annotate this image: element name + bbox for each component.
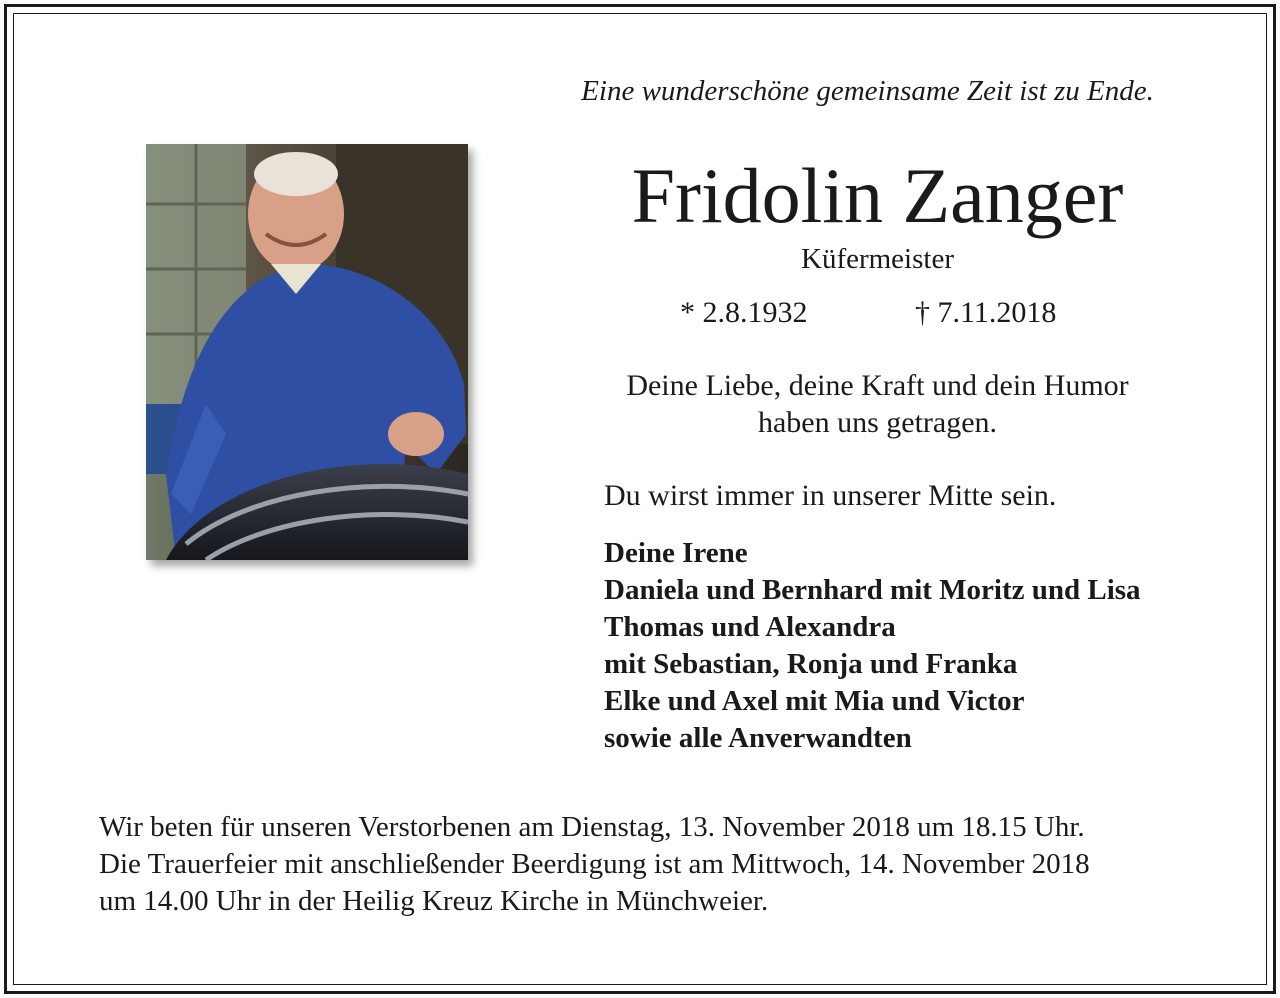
- quote-line: Deine Liebe, deine Kraft und dein Humor: [626, 369, 1129, 402]
- mourners-list: [604, 535, 1141, 757]
- mourner-line: Deine Irene: [604, 537, 748, 569]
- portrait-photo: [146, 144, 468, 560]
- life-dates: [520, 294, 1235, 334]
- birth-date: * 2.8.1932: [680, 296, 808, 329]
- closing-line: Du wirst immer in unserer Mitte sein.: [604, 479, 1057, 512]
- service-details: [99, 809, 1229, 920]
- motto-line: Eine wunderschöne gemeinsame Zeit ist zu Ende.: [581, 75, 1154, 107]
- mourner-line: Daniela und Bernhard mit Moritz und Lisa: [604, 574, 1141, 606]
- memorial-quote: [520, 367, 1235, 441]
- service-line: Die Trauerfeier mit anschließender Beerdigung ist am Mittwoch, 14. November 2018: [99, 848, 1090, 880]
- mourner-line: mit Sebastian, Ronja und Franka: [604, 648, 1018, 680]
- profession-title: Küfermeister: [801, 243, 954, 275]
- deceased-name: Fridolin Zanger: [631, 152, 1124, 239]
- quote-line: haben uns getragen.: [757, 406, 998, 439]
- service-line: Wir beten für unseren Verstorbenen am Dienstag, 13. November 2018 um 18.15 Uhr.: [99, 811, 1085, 843]
- service-line: um 14.00 Uhr in der Heilig Kreuz Kirche in Münchweier.: [99, 885, 769, 917]
- mourner-line: sowie alle Anverwandten: [604, 722, 912, 754]
- mourner-line: Thomas und Alexandra: [604, 611, 896, 643]
- mourner-line: Elke und Axel mit Mia und Victor: [604, 685, 1025, 717]
- death-date: † 7.11.2018: [915, 296, 1057, 329]
